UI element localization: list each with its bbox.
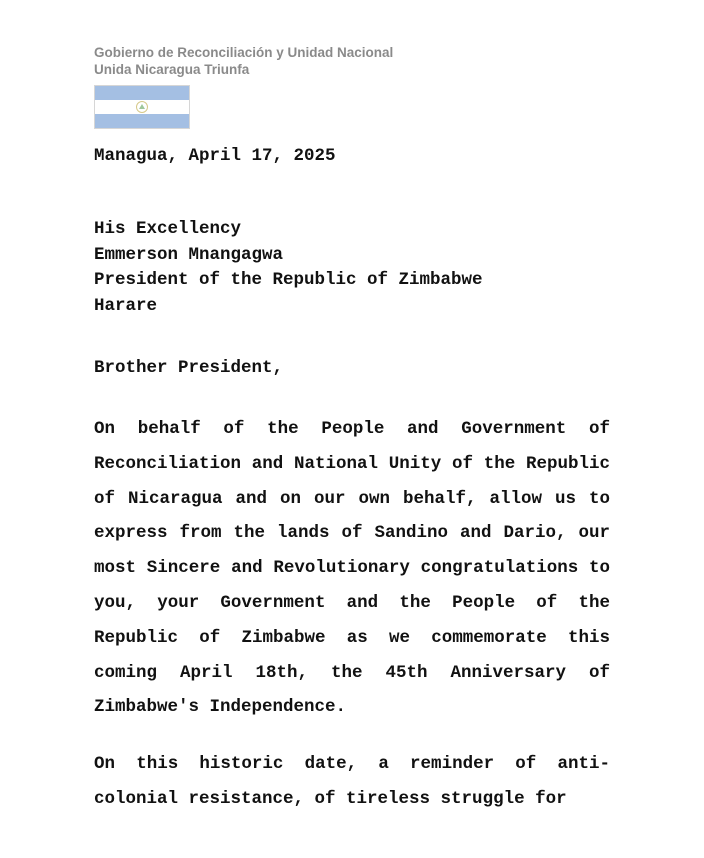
recipient-city: Harare: [94, 295, 158, 316]
body-paragraph: On behalf of the People and Government of Reconciliation and National Unity of the Republic of Nicaragua and on our own behalf, allow us to express from the lands of Sandino and Dario, our most Sincere and Revolutionary congratulations to you, your Government and the People of the Republic of Zimbabwe as we commemorate this coming April 18th, the 45th Anniversary of Zimbabwe's Independence.: [94, 419, 610, 718]
flag-bottom-band: [95, 114, 189, 128]
flag-top-band: [95, 86, 189, 100]
letterhead-slogan: Unida Nicaragua Triunfa: [94, 62, 250, 77]
letterhead-government-name: Gobierno de Reconciliación y Unidad Nacional: [94, 45, 394, 60]
recipient-honorific: His Excellency: [94, 219, 242, 239]
recipient-title: President of the Republic of Zimbabwe: [94, 270, 483, 290]
flag-emblem-icon: [136, 101, 148, 113]
letter-page: [94, 44, 610, 817]
letter-date: Managua, April 17, 2025: [94, 146, 336, 166]
recipient-name: Emmerson Mnangagwa: [94, 244, 284, 265]
body-paragraph: On this historic date, a reminder of anti-colonial resistance, of tireless struggle for: [94, 754, 610, 809]
letterhead: [94, 44, 610, 78]
nicaragua-flag-icon: [94, 85, 190, 129]
salutation: Brother President,: [94, 358, 284, 378]
recipient-block: [94, 217, 610, 319]
